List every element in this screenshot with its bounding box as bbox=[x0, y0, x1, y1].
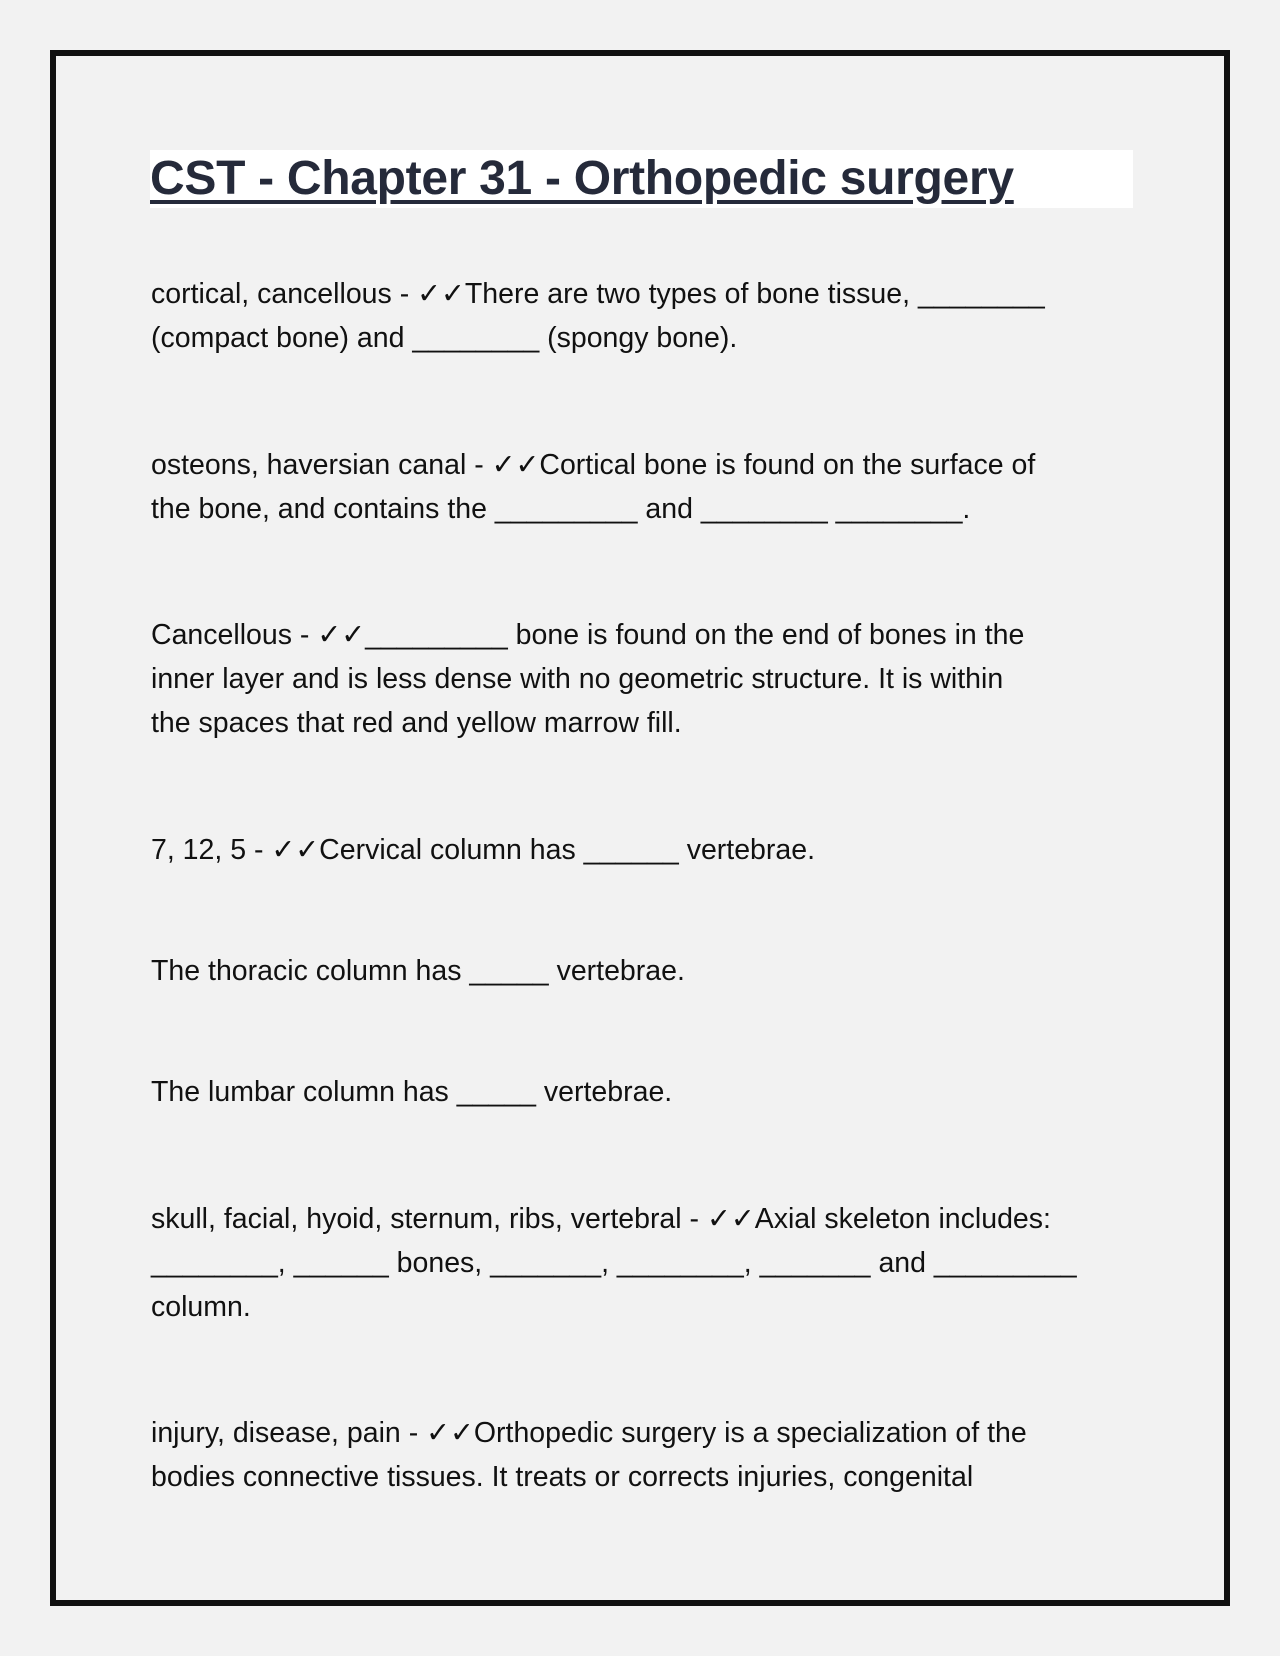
flashcard-line: the spaces that red and yellow marrow fill. bbox=[151, 707, 682, 739]
flashcard-line: bodies connective tissues. It treats or corrects injuries, congenital bbox=[151, 1461, 974, 1493]
flashcard-line: inner layer and is less dense with no geometric structure. It is within bbox=[151, 663, 1004, 695]
flashcard-line: column. bbox=[151, 1291, 251, 1323]
page-title: CST - Chapter 31 - Orthopedic surgery bbox=[150, 152, 1014, 205]
flashcard-line: Cancellous - ✓✓_________ bone is found on the end of bones in the bbox=[151, 619, 1025, 651]
flashcard-8 bbox=[151, 1411, 1141, 1499]
flashcard-5 bbox=[151, 949, 1141, 993]
flashcard-line: injury, disease, pain - ✓✓Orthopedic surgery is a specialization of the bbox=[151, 1417, 1027, 1449]
flashcard-line: 7, 12, 5 - ✓✓Cervical column has ______ vertebrae. bbox=[151, 834, 816, 866]
flashcard-line: cortical, cancellous - ✓✓There are two types of bone tissue, ________ bbox=[151, 278, 1045, 310]
flashcard-line: (compact bone) and ________ (spongy bone). bbox=[151, 322, 738, 354]
flashcard-line: skull, facial, hyoid, sternum, ribs, vertebral - ✓✓Axial skeleton includes: bbox=[151, 1203, 1051, 1235]
flashcard-1 bbox=[151, 272, 1141, 360]
title-highlight bbox=[150, 150, 1133, 208]
flashcard-3 bbox=[151, 613, 1141, 745]
flashcard-6 bbox=[151, 1070, 1141, 1114]
flashcard-7 bbox=[151, 1197, 1141, 1329]
flashcard-line: The thoracic column has _____ vertebrae. bbox=[151, 955, 685, 987]
flashcard-line: osteons, haversian canal - ✓✓Cortical bone is found on the surface of bbox=[151, 449, 1036, 481]
flashcard-line: the bone, and contains the _________ and ________ ________. bbox=[151, 493, 971, 525]
flashcard-4 bbox=[151, 828, 1141, 872]
flashcard-line: The lumbar column has _____ vertebrae. bbox=[151, 1076, 673, 1108]
flashcard-2 bbox=[151, 443, 1141, 531]
flashcard-line: ________, ______ bones, _______, ________, _______ and _________ bbox=[151, 1247, 1077, 1279]
